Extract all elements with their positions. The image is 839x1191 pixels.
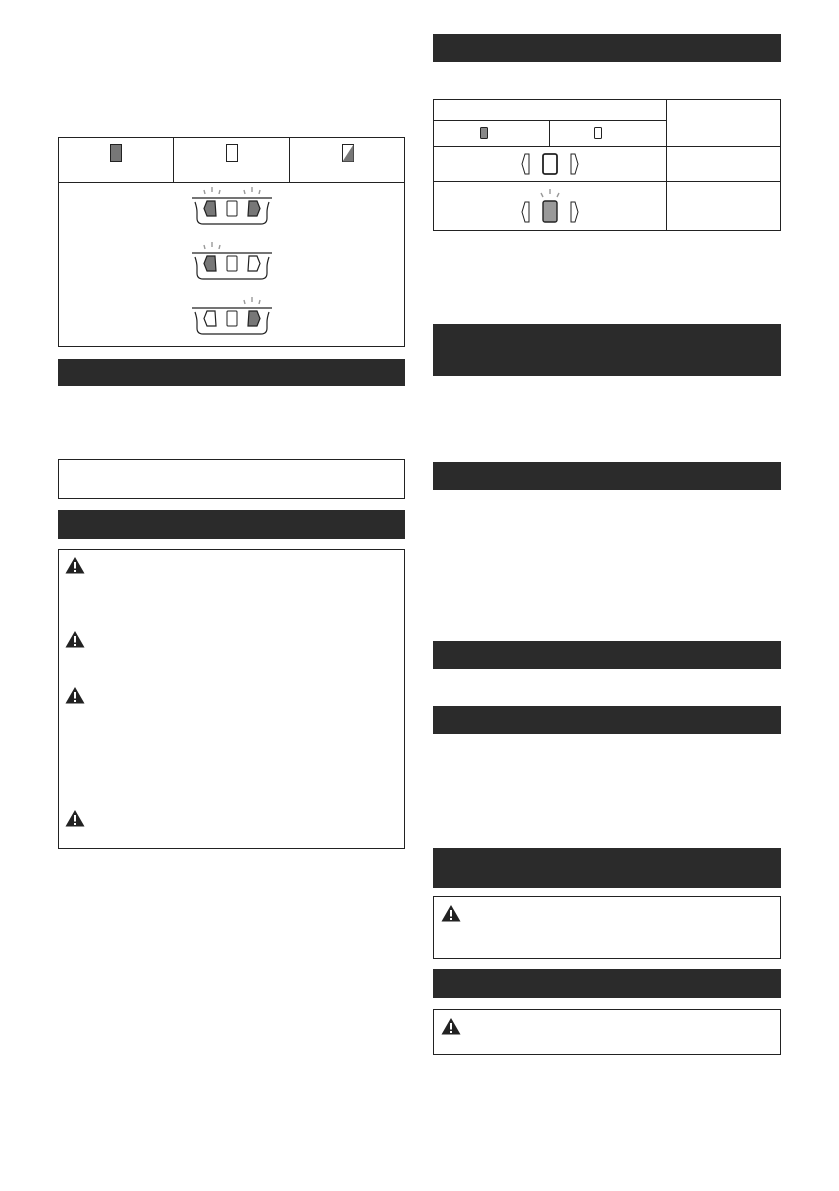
indicator-status-table [433, 99, 781, 231]
section-header-bar [433, 34, 781, 62]
table-row-divider [434, 120, 666, 121]
warning-triangle-icon [65, 686, 85, 704]
warning-triangle-icon [441, 904, 461, 922]
table-row-divider [434, 181, 780, 182]
table-col-divider-1 [173, 138, 174, 182]
warning-box [433, 896, 781, 959]
led-lit-icon [110, 144, 122, 162]
section-header-bar [433, 641, 781, 669]
table-col-divider-2 [289, 138, 290, 182]
indicator-both-blinking [187, 186, 277, 230]
led-indicator-table [58, 137, 405, 347]
section-header-bar [433, 324, 781, 376]
led-off-icon [594, 127, 602, 139]
warning-triangle-icon [65, 809, 85, 827]
warnings-box [58, 549, 405, 849]
note-box [58, 459, 405, 499]
indicator-right-blinking [187, 296, 277, 340]
indicator-lamp-blinking [519, 187, 581, 225]
warning-triangle-icon [65, 630, 85, 648]
section-header-bar [58, 510, 405, 539]
led-lit-icon [480, 127, 488, 139]
section-header-bar [433, 706, 781, 734]
table-row-divider [434, 146, 780, 147]
led-blinking-icon [342, 144, 354, 162]
warning-box [433, 1009, 781, 1055]
table-col-divider [549, 120, 550, 146]
indicator-lamp-on [519, 152, 581, 176]
warning-triangle-icon [65, 556, 85, 574]
table-header-divider [59, 182, 404, 183]
section-header-bar [433, 848, 781, 888]
section-header-bar [58, 359, 405, 386]
section-header-bar [433, 462, 781, 490]
table-col-divider [666, 100, 667, 230]
section-header-bar [433, 969, 781, 998]
led-off-icon [226, 144, 238, 162]
warning-triangle-icon [441, 1017, 461, 1035]
indicator-left-blinking [187, 241, 277, 285]
